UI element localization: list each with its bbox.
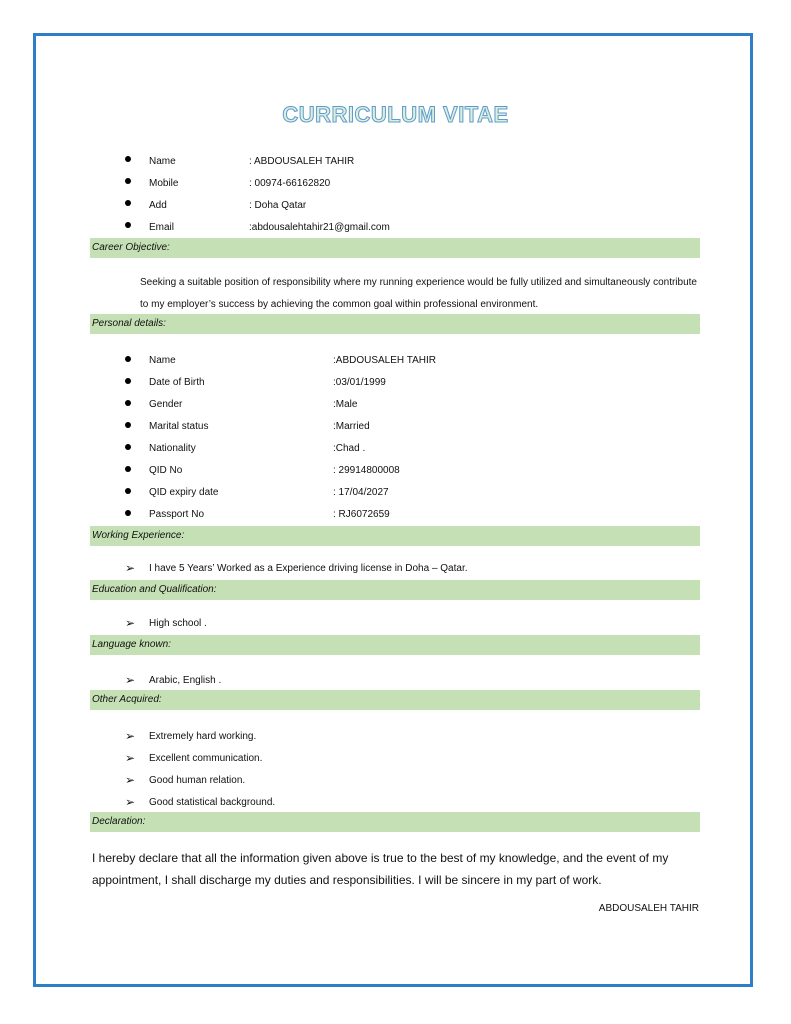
arrow-bullet-icon: ➢: [125, 616, 136, 630]
contact-value: : Doha Qatar: [249, 200, 307, 211]
personal-value: : 17/04/2027: [333, 487, 389, 498]
personal-label: Nationality: [149, 443, 196, 454]
working-item: I have 5 Years’ Worked as a Experience driving license in Doha – Qatar.: [149, 563, 468, 574]
personal-value: :ABDOUSALEH TAHIR: [333, 355, 436, 366]
declaration-text: I hereby declare that all the information given above is true to the best of my knowledge, and the event of my appointment, I shall discharge my duties and responsibilities. I will be sincere in my part of work.: [92, 851, 669, 887]
section-working-experience: Working Experience:: [90, 526, 700, 546]
arrow-bullet-icon: ➢: [125, 751, 136, 765]
arrow-bullet-icon: ➢: [125, 673, 136, 687]
personal-label: Date of Birth: [149, 377, 205, 388]
personal-value: :03/01/1999: [333, 377, 386, 388]
bullet-icon: [125, 488, 131, 494]
signature-name: ABDOUSALEH TAHIR: [598, 903, 699, 914]
bullet-icon: [125, 444, 131, 450]
contact-label: Email: [149, 222, 175, 233]
language-item: Arabic, English .: [149, 675, 222, 686]
personal-label: QID No: [149, 465, 183, 476]
bullet-icon: [125, 400, 131, 406]
page-border: [33, 33, 753, 987]
contact-value: :abdousalehtahir21@gmail.com: [249, 222, 390, 233]
bullet-icon: [125, 422, 131, 428]
other-item: Good statistical background.: [149, 797, 276, 808]
contact-value: : ABDOUSALEH TAHIR: [249, 156, 355, 167]
personal-label: Passport No: [149, 509, 205, 520]
bullet-icon: [125, 510, 131, 516]
contact-value: : 00974-66162820: [249, 178, 331, 189]
section-other-acquired: Other Acquired:: [90, 690, 700, 710]
personal-label: Name: [149, 355, 176, 366]
section-personal-details: Personal details:: [90, 314, 700, 334]
career-objective-text: Seeking a suitable position of responsibility where my running experience would be fully utilized and simultaneously contribute to my employer’s success by achieving the common goal within professional environment.: [140, 277, 697, 310]
contact-label: Name: [149, 156, 176, 167]
personal-value: :Chad .: [333, 443, 366, 454]
personal-label: Marital status: [149, 421, 209, 432]
arrow-bullet-icon: ➢: [125, 795, 136, 809]
bullet-icon: [125, 466, 131, 472]
section-language: Language known:: [90, 635, 700, 655]
other-item: Good human relation.: [149, 775, 246, 786]
personal-value: : 29914800008: [333, 465, 400, 476]
section-career-objective: Career Objective:: [90, 238, 700, 258]
education-item: High school .: [149, 618, 207, 629]
bullet-icon: [125, 222, 131, 228]
bullet-icon: [125, 178, 131, 184]
arrow-bullet-icon: ➢: [125, 561, 136, 575]
section-education: Education and Qualification:: [90, 580, 700, 600]
personal-label: Gender: [149, 399, 183, 410]
bullet-icon: [125, 156, 131, 162]
bullet-icon: [125, 200, 131, 206]
other-item: Excellent communication.: [149, 753, 263, 764]
bullet-icon: [125, 356, 131, 362]
personal-value: :Male: [333, 399, 358, 410]
personal-label: QID expiry date: [149, 487, 219, 498]
arrow-bullet-icon: ➢: [125, 773, 136, 787]
personal-value: :Married: [333, 421, 370, 432]
arrow-bullet-icon: ➢: [125, 729, 136, 743]
personal-value: : RJ6072659: [333, 509, 390, 520]
cv-title: CURRICULUM VITAE: [282, 102, 509, 127]
section-declaration: Declaration:: [90, 812, 700, 832]
contact-label: Mobile: [149, 178, 179, 189]
bullet-icon: [125, 378, 131, 384]
contact-label: Add: [149, 200, 167, 211]
other-item: Extremely hard working.: [149, 731, 257, 742]
